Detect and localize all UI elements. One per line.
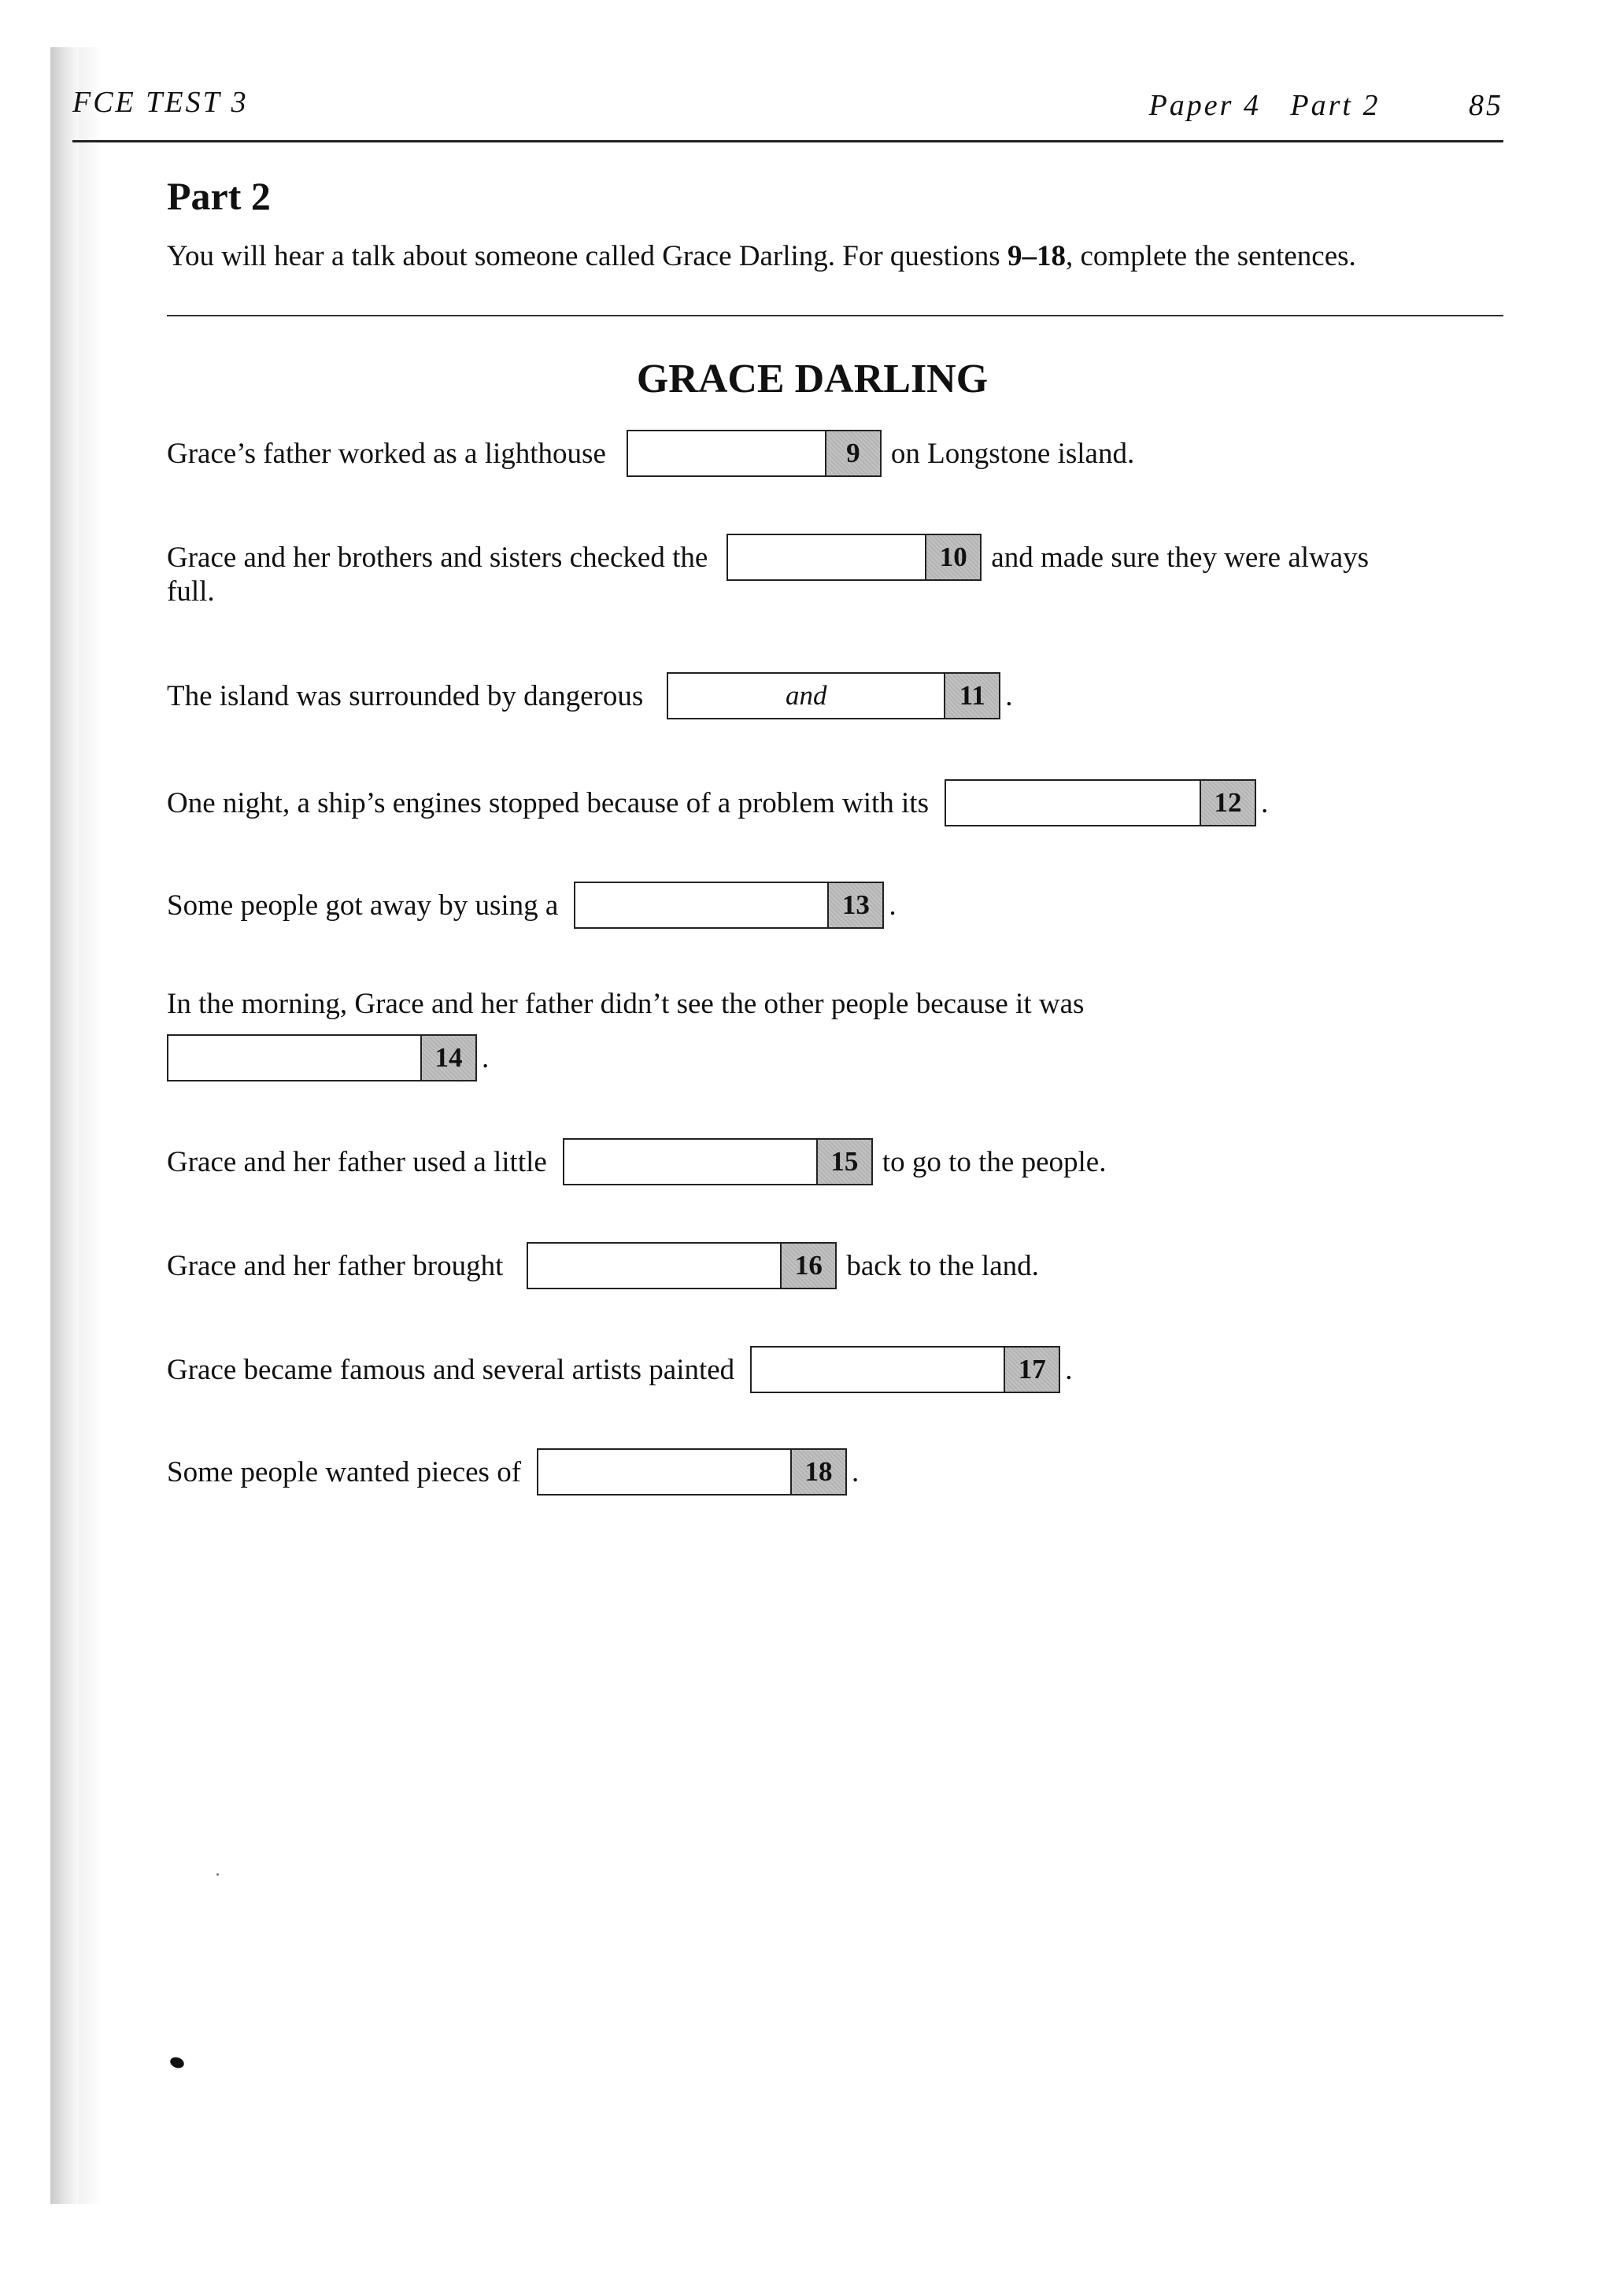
instructions-text-end: , complete the sentences. [1065,240,1356,272]
question-13 [167,882,897,929]
instructions [167,239,1505,273]
answer-box-11[interactable] [667,672,1000,719]
question-number: 9 [825,431,880,475]
question-10 [167,534,1369,581]
question-number: 13 [827,883,882,927]
page-header [72,79,1503,142]
question-18 [167,1448,859,1496]
answer-input[interactable] [752,1348,1004,1392]
question-text-end: . [1065,1353,1073,1386]
question-text-end: . [482,1041,490,1074]
question-text: The island was surrounded by dangerous [167,679,644,712]
question-text: Some people got away by using a [167,889,559,922]
answer-box-17[interactable] [750,1346,1060,1393]
question-text: One night, a ship’s engines stopped because of a problem with its [167,786,929,819]
question-17 [167,1346,1072,1393]
answer-box-10[interactable] [727,534,982,581]
answer-box-12[interactable] [945,779,1256,826]
answer-input[interactable] [564,1140,816,1184]
question-text-end: to go to the people. [882,1145,1107,1178]
question-14-text: In the morning, Grace and her father didn’t see the other people because it was [167,988,1085,1020]
question-text-end: . [852,1455,860,1488]
question-text: Grace’s father worked as a lighthouse [167,437,606,470]
question-number: 10 [925,535,980,579]
answer-input[interactable] [538,1450,790,1494]
answer-box-18[interactable] [537,1448,847,1496]
question-14 [167,1034,489,1081]
ink-speck [168,2055,185,2069]
question-text: Some people wanted pieces of [167,1455,522,1488]
answer-input[interactable]: and [785,680,827,711]
worksheet-heading [0,356,1612,402]
question-number: 14 [420,1036,475,1080]
question-12 [167,779,1268,826]
question-text-end: . [889,889,897,922]
question-number: 17 [1004,1348,1059,1392]
ink-speck [216,1873,219,1876]
question-text: Grace and her brothers and sisters checked the [167,541,708,574]
question-number: 16 [780,1244,835,1288]
question-text: Grace and her father brought [167,1249,504,1282]
question-text: Grace became famous and several artists painted [167,1353,735,1386]
question-9 [167,430,1134,477]
answer-box-14[interactable] [167,1034,477,1081]
answer-input[interactable] [575,883,827,927]
test-label: FCE TEST 3 [72,86,249,119]
answer-box-13[interactable] [574,882,884,929]
answer-box-15[interactable] [563,1138,873,1185]
question-15 [167,1138,1106,1185]
question-range: 9–18 [1007,240,1066,272]
answer-box-16[interactable] [527,1242,837,1289]
question-16 [167,1242,1039,1289]
part-title: Part 2 [167,174,271,218]
answer-input[interactable] [728,535,925,579]
question-text-end: and made sure they were always [991,541,1370,574]
question-number: 18 [790,1450,845,1494]
question-number: 15 [816,1140,871,1184]
worksheet-heading-text: GRACE DARLING [636,357,989,401]
instructions-text: You will hear a talk about someone called Grace Darling. For questions [167,240,1008,272]
question-text: Grace and her father used a little [167,1145,547,1178]
paper-part-page-number: Paper 4 Part 2 85 [1148,89,1503,122]
question-text-end: back to the land. [846,1249,1039,1282]
answer-input[interactable] [168,1036,420,1080]
section-divider [167,315,1503,316]
answer-input[interactable] [628,431,825,475]
question-text-end: on Longstone island. [890,437,1135,470]
question-text-end: . [1260,786,1269,819]
answer-input[interactable] [528,1244,780,1288]
question-11 [167,672,1012,719]
question-number: 12 [1200,781,1255,825]
question-number: 11 [944,674,999,718]
answer-input[interactable] [946,781,1200,825]
question-10-continuation: full. [167,575,215,608]
question-text-end: . [1005,679,1013,712]
answer-box-9[interactable] [627,430,882,477]
